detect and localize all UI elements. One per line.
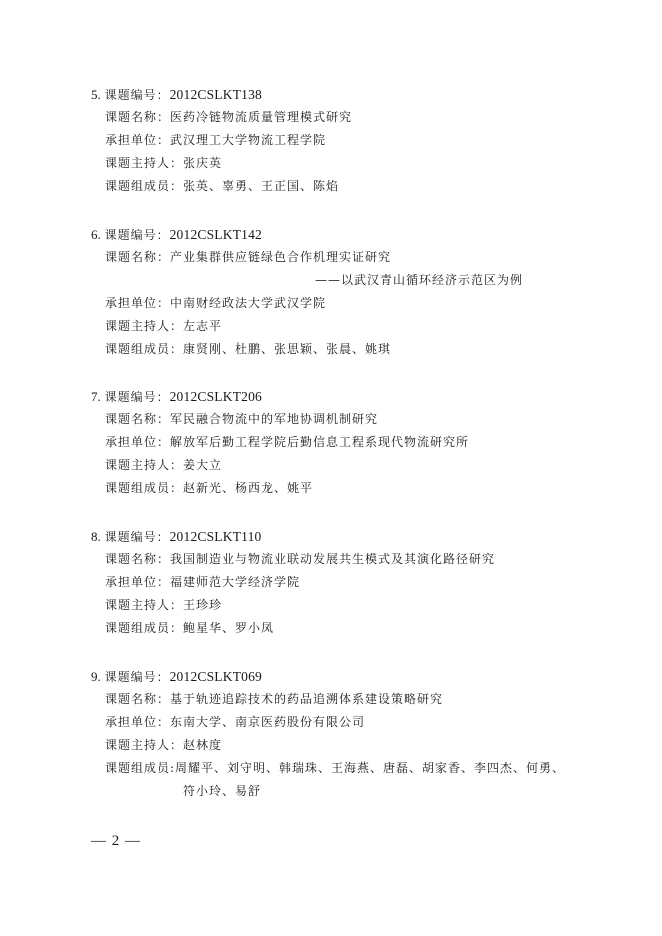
project-members-line — [91, 175, 611, 198]
project-name-line — [91, 408, 611, 431]
project-code: 2012CSLKT206 — [169, 389, 262, 404]
project-code-line — [91, 665, 611, 688]
project-members-continuation — [91, 780, 611, 803]
project-5 — [91, 83, 611, 198]
project-host: 张庆英 — [183, 156, 223, 170]
project-host: 左志平 — [183, 319, 223, 333]
project-number: 5. — [91, 87, 101, 102]
project-members: 康贤刚、杜鹏、张思颖、张晨、姚琪 — [183, 342, 392, 356]
members-label: 课题组成员： — [105, 179, 184, 193]
project-name-line — [91, 688, 611, 711]
name-label: 课题名称： — [105, 250, 171, 264]
project-name-line — [91, 106, 611, 129]
project-name: 军民融合物流中的军地协调机制研究 — [170, 412, 379, 426]
project-host: 赵林度 — [183, 738, 223, 752]
project-host-line — [91, 594, 611, 617]
project-unit: 武汉理工大学物流工程学院 — [170, 133, 327, 147]
members-label: 课题组成员: — [105, 761, 176, 775]
project-number: 6. — [91, 227, 101, 242]
project-6 — [91, 223, 611, 361]
name-label: 课题名称： — [105, 552, 171, 566]
project-9 — [91, 665, 611, 803]
host-label: 课题主持人： — [105, 738, 184, 752]
project-code-line — [91, 83, 611, 106]
name-label: 课题名称： — [105, 110, 171, 124]
host-label: 课题主持人： — [105, 598, 184, 612]
project-unit-line — [91, 292, 611, 315]
project-code: 2012CSLKT142 — [169, 227, 262, 242]
project-unit-line — [91, 571, 611, 594]
name-label: 课题名称： — [105, 412, 171, 426]
project-unit-line — [91, 129, 611, 152]
host-label: 课题主持人： — [105, 156, 184, 170]
code-label: 课题编号： — [104, 530, 170, 544]
project-host-line — [91, 734, 611, 757]
project-members-line — [91, 617, 611, 640]
project-number: 7. — [91, 389, 101, 404]
project-code: 2012CSLKT069 — [169, 669, 262, 684]
name-label: 课题名称： — [105, 692, 171, 706]
host-label: 课题主持人： — [105, 319, 184, 333]
code-label: 课题编号： — [104, 390, 170, 404]
members-label: 课题组成员： — [105, 342, 184, 356]
project-members-line — [91, 338, 611, 361]
code-label: 课题编号： — [104, 670, 170, 684]
unit-label: 承担单位： — [105, 575, 171, 589]
project-host-line — [91, 152, 611, 175]
project-members-line — [91, 757, 611, 780]
project-8 — [91, 525, 611, 640]
code-label: 课题编号： — [104, 228, 170, 242]
project-subtitle: ——以武汉青山循环经济示范区为例 — [314, 273, 523, 287]
project-host-line — [91, 454, 611, 477]
project-name-line — [91, 246, 611, 269]
project-unit: 解放军后勤工程学院后勤信息工程系现代物流研究所 — [170, 435, 470, 449]
project-name: 基于轨迹追踪技术的药品追溯体系建设策略研究 — [170, 692, 444, 706]
project-number: 8. — [91, 529, 101, 544]
project-name: 产业集群供应链绿色合作机理实证研究 — [170, 250, 392, 264]
project-code: 2012CSLKT110 — [169, 529, 262, 544]
project-subtitle-line — [91, 269, 611, 292]
project-members-cont: 符小玲、易舒 — [183, 784, 262, 798]
project-members: 周耀平、刘守明、韩瑞珠、王海燕、唐磊、胡家香、李四杰、何勇、 — [175, 761, 566, 775]
project-number: 9. — [91, 669, 101, 684]
project-code-line — [91, 223, 611, 246]
project-code-line — [91, 525, 611, 548]
project-name: 医药冷链物流质量管理模式研究 — [170, 110, 353, 124]
project-host: 王珍珍 — [183, 598, 223, 612]
project-members: 赵新光、杨西龙、姚平 — [183, 481, 314, 495]
project-unit-line — [91, 711, 611, 734]
project-code-line — [91, 385, 611, 408]
project-unit: 中南财经政法大学武汉学院 — [170, 296, 327, 310]
project-members: 鲍星华、罗小凤 — [183, 621, 275, 635]
unit-label: 承担单位： — [105, 296, 171, 310]
unit-label: 承担单位： — [105, 715, 171, 729]
unit-label: 承担单位： — [105, 435, 171, 449]
host-label: 课题主持人： — [105, 458, 184, 472]
code-label: 课题编号： — [104, 88, 170, 102]
members-label: 课题组成员： — [105, 621, 184, 635]
project-host-line — [91, 315, 611, 338]
project-members-line — [91, 477, 611, 500]
members-label: 课题组成员： — [105, 481, 184, 495]
project-name: 我国制造业与物流业联动发展共生模式及其演化路径研究 — [170, 552, 496, 566]
project-unit: 东南大学、南京医药股份有限公司 — [170, 715, 366, 729]
project-code: 2012CSLKT138 — [169, 87, 262, 102]
project-7 — [91, 385, 611, 500]
project-unit: 福建师范大学经济学院 — [170, 575, 301, 589]
project-host: 姜大立 — [183, 458, 223, 472]
page-number: — 2 — — [91, 833, 141, 849]
project-name-line — [91, 548, 611, 571]
unit-label: 承担单位： — [105, 133, 171, 147]
project-members: 张英、辜勇、王正国、陈焰 — [183, 179, 340, 193]
project-unit-line — [91, 431, 611, 454]
